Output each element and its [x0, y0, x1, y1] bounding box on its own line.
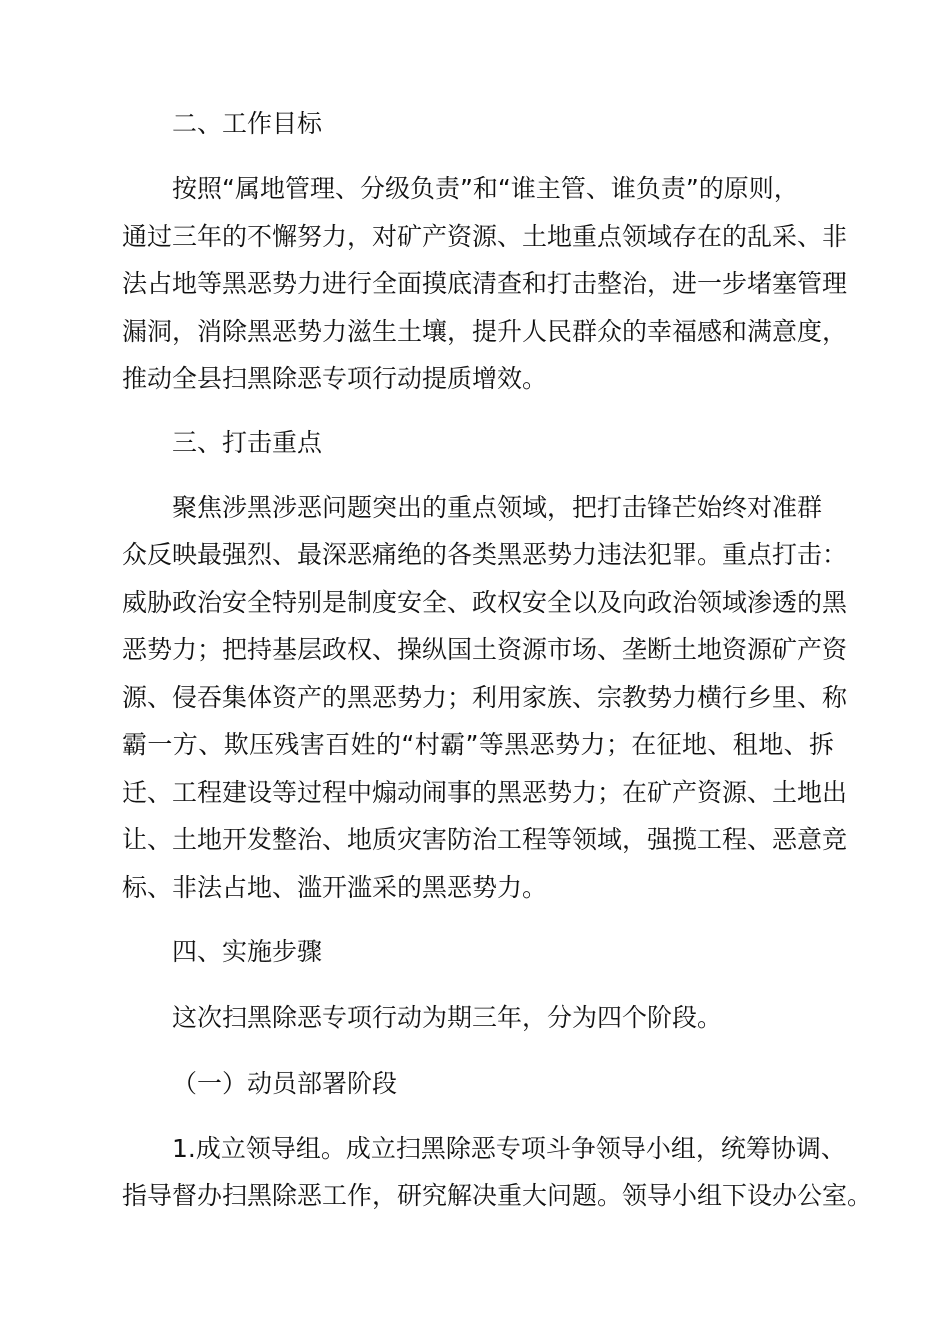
paragraph-line: 推动全县扫黑除恶专项行动提质增效。: [122, 364, 548, 393]
paragraph-line: 恶势力；把持基层政权、操纵国土资源市场、垄断土地资源矿产资: [122, 635, 848, 664]
paragraph-line: 让、土地开发整治、地质灾害防治工程等领域，强揽工程、恶意竞: [122, 825, 848, 854]
section-heading-focus: 三、打击重点: [172, 428, 323, 457]
paragraph-line: 众反映最强烈、最深恶痛绝的各类黑恶势力违法犯罪。重点打击：: [122, 540, 848, 569]
paragraph-line: 通过三年的不懈努力，对矿产资源、土地重点领域存在的乱采、非: [122, 222, 848, 251]
paragraph-line: 这次扫黑除恶专项行动为期三年，分为四个阶段。: [172, 1003, 723, 1032]
paragraph-line: 霸一方、欺压残害百姓的“村霸”等黑恶势力；在征地、租地、拆: [122, 730, 834, 759]
paragraph-line: 源、侵吞集体资产的黑恶势力；利用家族、宗教势力横行乡里、称: [122, 683, 848, 712]
paragraph-line: 1.成立领导组。成立扫黑除恶专项斗争领导小组，统筹协调、: [172, 1134, 846, 1163]
section-heading-steps: 四、实施步骤: [172, 937, 323, 966]
paragraph-line: 威胁政治安全特别是制度安全、政权安全以及向政治领域渗透的黑: [122, 588, 848, 617]
paragraph-line: 指导督办扫黑除恶工作，研究解决重大问题。领导小组下设办公室。: [122, 1181, 873, 1210]
paragraph-line: 标、非法占地、滥开滥采的黑恶势力。: [122, 873, 548, 902]
section-heading-goals: 二、工作目标: [172, 109, 323, 138]
paragraph-line: 迁、工程建设等过程中煽动闹事的黑恶势力；在矿产资源、土地出: [122, 778, 848, 807]
subsection-heading-mobilization: （一）动员部署阶段: [172, 1069, 398, 1098]
paragraph-line: 聚焦涉黑涉恶问题突出的重点领域，把打击锋芒始终对准群: [172, 493, 823, 522]
paragraph-line: 法占地等黑恶势力进行全面摸底清查和打击整治，进一步堵塞管理: [122, 269, 848, 298]
paragraph-line: 按照“属地管理、分级负责”和“谁主管、谁负责”的原则，: [172, 174, 799, 203]
paragraph-line: 漏洞，消除黑恶势力滋生土壤，提升人民群众的幸福感和满意度，: [122, 317, 848, 346]
